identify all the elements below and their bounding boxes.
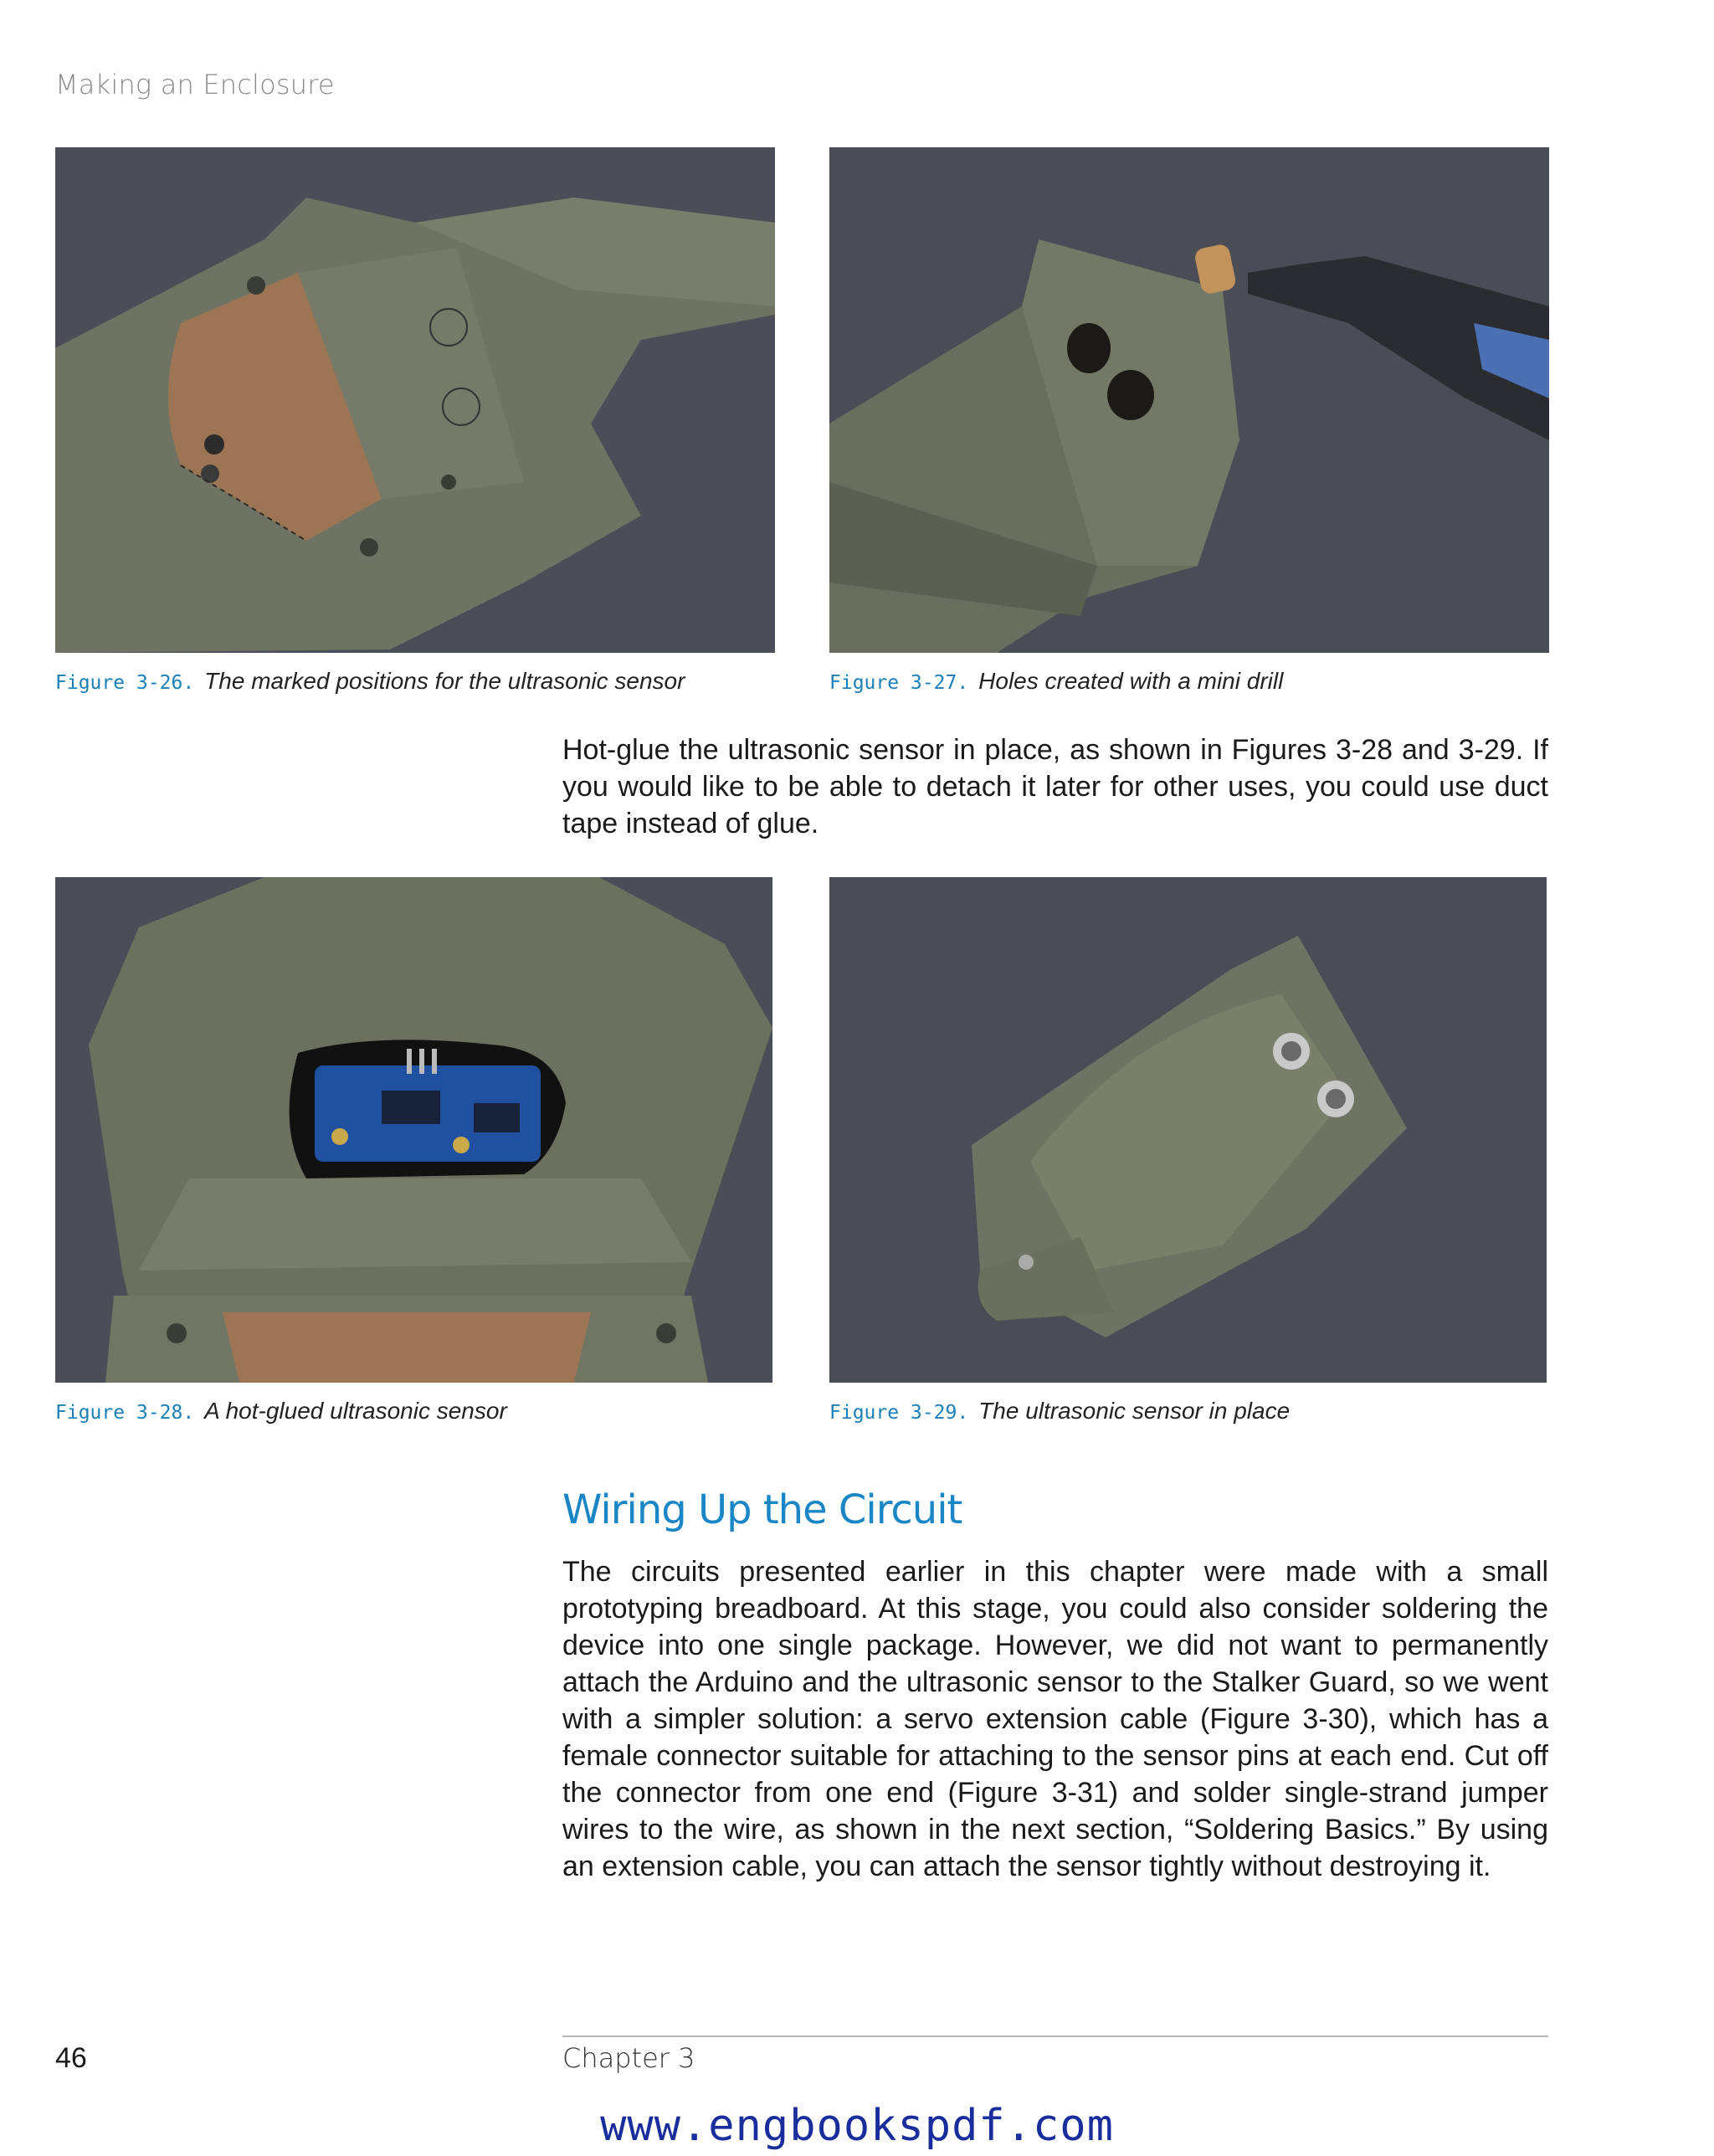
footer-divider: [562, 2035, 1548, 2037]
running-head: Making an Enclosure: [55, 69, 335, 100]
figure-caption-text: The marked positions for the ultrasonic sensor: [204, 668, 685, 694]
figure-3-28-caption: [55, 1398, 507, 1424]
section-heading: Wiring Up the Circuit: [562, 1486, 962, 1533]
figure-label: Figure 3-27.: [829, 672, 969, 694]
figure-label: Figure 3-26.: [55, 672, 195, 694]
figure-3-26-photo: [55, 147, 775, 653]
figure-3-27-caption: [829, 668, 1283, 695]
figure-3-28-photo: [55, 877, 772, 1383]
figure-caption-text: Holes created with a mini drill: [978, 668, 1284, 694]
body-paragraph: Hot-glue the ultrasonic sensor in place, as shown in Figures 3-28 and 3-29. If you would like to be able to detach it later for other uses, you could use duct tape instead of glue.: [562, 734, 1548, 839]
page-number: 46: [55, 2042, 87, 2074]
figure-3-27-photo: [829, 147, 1549, 653]
watermark-link[interactable]: www.engbookspdf.com: [600, 2101, 1114, 2151]
figure-caption-text: A hot-glued ultrasonic sensor: [204, 1398, 507, 1424]
figure-label: Figure 3-28.: [55, 1402, 195, 1424]
figure-3-29-photo: [829, 877, 1547, 1383]
figure-label: Figure 3-29.: [829, 1402, 969, 1424]
figure-caption-text: The ultrasonic sensor in place: [978, 1398, 1291, 1424]
figure-3-29-caption: [829, 1398, 1290, 1424]
body-paragraph: The circuits presented earlier in this chapter were made with a small prototyping breadboard. At this stage, you could also consider soldering the device into one single package. However, we did not want to permanently attach the Arduino and the ultrasonic sensor to the Stalker Guard, so we went with a simpler solution: a servo extension cable (Figure 3-30), which has a female connector suitable for attaching to the sensor pins at each end. Cut off the connector from one end (Figure 3-31) and solder single-strand jumper wires to the wire, as shown in the next section, “Soldering Basics.” By using an extension cable, you can attach the sensor tightly without destroying it.: [562, 1556, 1548, 1882]
figure-3-26-caption: [55, 668, 685, 695]
chapter-label: Chapter 3: [562, 2042, 695, 2074]
